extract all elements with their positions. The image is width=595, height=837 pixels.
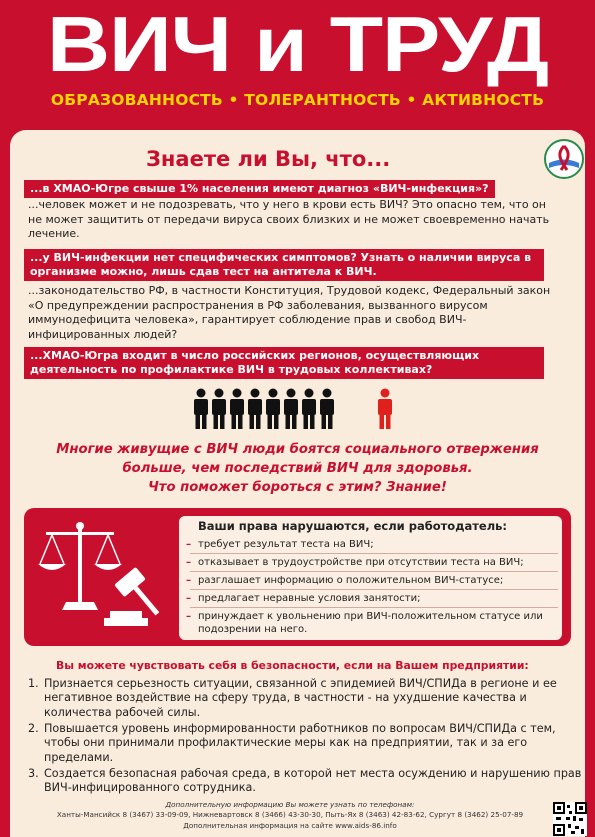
person-icon [194,389,334,430]
rights-item: – предлагает неравные условия занятости; [186,593,570,606]
red-ribbon-logo-icon [543,138,585,180]
item-text: Повышается уровень информированности работников по вопросам ВИЧ/СПИДа с тем, чтобы они принимали профилактические меры как на предприятии, так и за его пределами. [44,722,556,764]
fact-highlight: ...ХМАО-Югра входит в число российских регионов, осуществляющих деятельность по профилактике ВИЧ в трудовых коллективах? [24,347,544,379]
divider [190,571,558,572]
safety-item [28,677,584,720]
qr-code-icon [553,802,587,836]
rights-item: – отказывает в трудоустройстве при отсутствии теста на ВИЧ; [186,557,570,570]
scales-and-gavel-icon [34,518,174,638]
page-title: ВИЧ и ТРУД [47,0,548,88]
rights-item: – разглашает информацию о положительном ВИЧ-статусе; [186,575,570,588]
fact-text: ...человек может и не подозревать, что у него в крови есть ВИЧ? Это опасно тем, что он не может защитить от передачи вируса своих близких и не может своевременно начать лечение. [28,198,550,240]
footer-note: Дополнительную информацию Вы можете узнать по телефонам: [165,800,415,809]
safety-title: Вы можете чувствовать себя в безопасности, если на Вашем предприятии: [56,659,529,672]
rights-item: – требует результат теста на ВИЧ; [186,539,570,552]
item-text: Создается безопасная рабочая среда, в которой нет места осуждению и нарушению прав ВИЧ-инфицированного сотрудника. [44,767,582,795]
quote-line: Многие живущие с ВИЧ люди боятся социального отвержения [56,442,539,457]
quote [24,440,571,497]
rights-title: Ваши права нарушаются, если работодатель: [198,519,508,533]
safety-item [28,767,584,796]
item-number: 2. [28,722,39,735]
fact-text: ...законодательство РФ, в частности Конституция, Трудовой кодекс, Федеральный закон «О предупреждении распространения в РФ заболевания, вызванного вирусом иммунодефицита человека», гарантирует соблюдение прав и свобод ВИЧ-инфицированных людей? [28,284,551,341]
safety-item [28,722,584,765]
fact-highlight: ...в ХМАО-Югре свыше 1% населения имеют диагноз «ВИЧ-инфекция»? [24,180,495,198]
divider [190,607,558,608]
footer-phones: Ханты-Мансийск 8 (3467) 33-09-09, Нижневартовск 8 (3466) 43-30-30, Пыть-Ях 8 (3463) 42-83-62, Сургут 8 (3462) 25-07-89 [56,810,524,819]
divider [190,553,558,554]
intro-heading: Знаете ли Вы, что... [146,147,391,171]
item-number: 3. [28,767,39,780]
footer-site: Дополнительная информация на сайте www.aids-86.info [183,821,397,830]
quote-line: Что поможет бороться с этим? Знание! [148,480,447,495]
slogan: ОБРАЗОВАННОСТЬ • ТОЛЕРАНТНОСТЬ • АКТИВНОСТЬ [50,91,545,109]
person-icon-highlight [378,389,392,430]
quote-line: больше, чем последствий ВИЧ для здоровья. [122,461,473,476]
people-graphic [193,388,405,430]
divider [190,589,558,590]
rights-item: – принуждает к увольнению при ВИЧ-положительном статусе или подозрении на него. [186,611,570,636]
item-number: 1. [28,677,39,690]
item-text: Признается серьезность ситуации, связанной с эпидемией ВИЧ/СПИДа в регионе и ее негативное воздействие на сферу труда, в частности - на ухудшение качества и количества рабочей силы. [44,677,557,719]
fact-highlight: ...у ВИЧ-инфекции нет специфических симптомов? Узнать о наличии вируса в организме можно, лишь сдав тест на антитела к ВИЧ. [24,249,544,281]
